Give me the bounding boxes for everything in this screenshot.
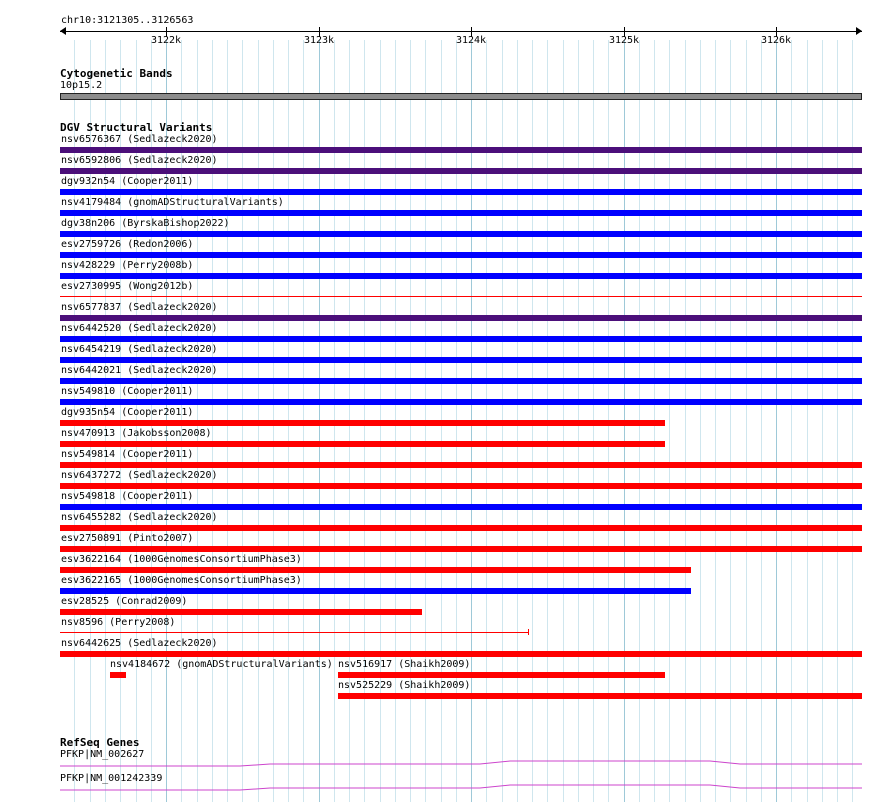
grid-line [715, 40, 716, 802]
sv-feature-bar[interactable] [60, 441, 665, 447]
ruler-right-arrow-icon[interactable] [856, 27, 862, 35]
sv-feature-bar[interactable] [60, 632, 528, 633]
ruler-axis [60, 31, 862, 32]
sv-feature-label: nsv428229 (Perry2008b) [61, 260, 194, 271]
sv-feature-bar[interactable] [60, 546, 862, 552]
sv-feature-label: nsv6576367 (Sedlazeck2020) [61, 134, 218, 145]
gene-label: PFKP|NM_001242339 [60, 773, 163, 784]
grid-line [822, 40, 823, 802]
sv-feature-bar[interactable] [60, 147, 862, 153]
cytoband-bar[interactable] [60, 93, 862, 100]
sv-feature-label: esv2750891 (Pinto2007) [61, 533, 194, 544]
grid-line [746, 40, 747, 802]
gene-label: PFKP|NM_002627 [60, 749, 145, 760]
ruler-tick-label: 3126k [760, 35, 792, 46]
grid-line [776, 40, 777, 802]
sv-feature-label: nsv549814 (Cooper2011) [61, 449, 194, 460]
sv-feature-label: nsv470913 (Jakobsson2008) [61, 428, 212, 439]
gene-intron-line [60, 761, 862, 766]
refseq-track-title: RefSeq Genes [60, 736, 140, 749]
sv-feature-bar[interactable] [60, 357, 862, 363]
sv-feature-bar[interactable] [60, 525, 862, 531]
ruler-tick-label: 3123k [303, 35, 335, 46]
sv-feature-bar[interactable] [60, 651, 862, 657]
sv-feature-label: nsv4179484 (gnomADStructuralVariants) [61, 197, 284, 208]
sv-feature-bar[interactable] [338, 672, 665, 678]
sv-feature-label: nsv549810 (Cooper2011) [61, 386, 194, 397]
sv-feature-label: nsv6442520 (Sedlazeck2020) [61, 323, 218, 334]
sv-feature-label: esv3622164 (1000GenomesConsortiumPhase3) [61, 554, 302, 565]
sv-feature-label: nsv6454219 (Sedlazeck2020) [61, 344, 218, 355]
sv-feature-bar[interactable] [60, 378, 862, 384]
gene-model[interactable] [0, 783, 890, 793]
cytoband-label: 10p15.2 [60, 80, 103, 91]
position-label: chr10:3121305..3126563 [61, 15, 194, 26]
sv-feature-bar[interactable] [338, 693, 862, 699]
sv-feature-bar[interactable] [60, 231, 862, 237]
sv-feature-label: nsv6442021 (Sedlazeck2020) [61, 365, 218, 376]
sv-feature-label: dgv38n206 (ByrskaBishop2022) [61, 218, 230, 229]
sv-feature-label: nsv6442625 (Sedlazeck2020) [61, 638, 218, 649]
grid-line [761, 40, 762, 802]
cytoband-track-title: Cytogenetic Bands [60, 67, 173, 80]
grid-line [852, 40, 853, 802]
sv-feature-label: nsv8596 (Perry2008) [61, 617, 176, 628]
sv-feature-label: nsv6577837 (Sedlazeck2020) [61, 302, 218, 313]
ruler-left-arrow-icon[interactable] [60, 27, 66, 35]
gene-intron-line [60, 785, 862, 790]
grid-line [807, 40, 808, 802]
sv-feature-bar[interactable] [60, 168, 862, 174]
grid-line [791, 40, 792, 802]
sv-feature-label: nsv6437272 (Sedlazeck2020) [61, 470, 218, 481]
sv-feature-bar[interactable] [60, 504, 862, 510]
ruler-tick-label: 3122k [150, 35, 182, 46]
sv-feature-bar[interactable] [110, 672, 126, 678]
dgv-track-title: DGV Structural Variants [60, 121, 213, 134]
sv-feature-label: esv2730995 (Wong2012b) [61, 281, 194, 292]
sv-feature-label: esv28525 (Conrad2009) [61, 596, 188, 607]
sv-feature-label: esv2759726 (Redon2006) [61, 239, 194, 250]
sv-feature-label: nsv4184672 (gnomADStructuralVariants) [110, 659, 333, 670]
sv-feature-bar[interactable] [60, 588, 691, 594]
sv-feature-bar[interactable] [60, 315, 862, 321]
sv-feature-bar[interactable] [60, 483, 862, 489]
grid-line [730, 40, 731, 802]
sv-feature-bar[interactable] [60, 210, 862, 216]
sv-feature-bar[interactable] [60, 609, 422, 615]
sv-feature-label: nsv516917 (Shaikh2009) [338, 659, 471, 670]
grid-line [837, 40, 838, 802]
sv-feature-bar[interactable] [60, 296, 862, 297]
sv-feature-label: nsv525229 (Shaikh2009) [338, 680, 471, 691]
sv-feature-label: dgv935n54 (Cooper2011) [61, 407, 194, 418]
gene-model[interactable] [0, 759, 890, 769]
sv-feature-bar[interactable] [60, 420, 665, 426]
sv-feature-label: esv3622165 (1000GenomesConsortiumPhase3) [61, 575, 302, 586]
grid-line [669, 40, 670, 802]
sv-feature-label: nsv549818 (Cooper2011) [61, 491, 194, 502]
sv-feature-bar[interactable] [60, 336, 862, 342]
sv-feature-bar[interactable] [60, 189, 862, 195]
sv-feature-bar[interactable] [60, 399, 862, 405]
ruler-tick-label: 3124k [455, 35, 487, 46]
sv-feature-bar[interactable] [60, 252, 862, 258]
sv-feature-label: nsv6592806 (Sedlazeck2020) [61, 155, 218, 166]
sv-feature-label: dgv932n54 (Cooper2011) [61, 176, 194, 187]
ruler-tick-label: 3125k [608, 35, 640, 46]
sv-feature-end-marker [528, 629, 529, 635]
sv-feature-bar[interactable] [60, 567, 691, 573]
sv-feature-bar[interactable] [60, 462, 862, 468]
grid-line [700, 40, 701, 802]
grid-line [685, 40, 686, 802]
sv-feature-label: nsv6455282 (Sedlazeck2020) [61, 512, 218, 523]
sv-feature-bar[interactable] [60, 273, 862, 279]
